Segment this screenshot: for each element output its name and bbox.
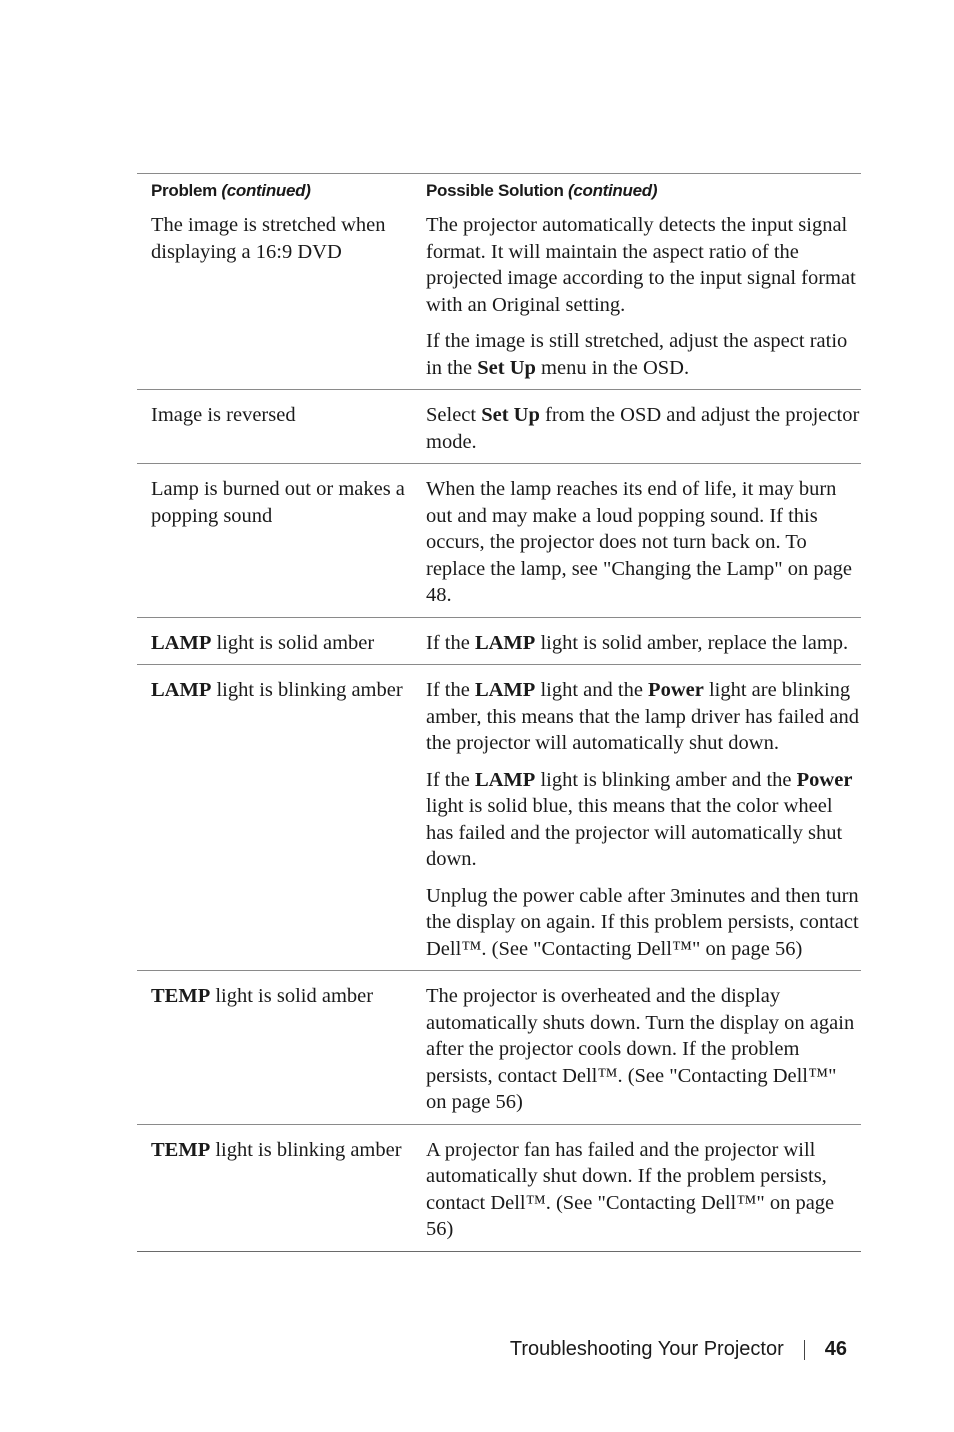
problem-cell: LAMP light is solid amber — [151, 631, 375, 654]
table-row — [137, 389, 861, 463]
problem-cell: TEMP light is blinking amber — [151, 1138, 402, 1161]
table-row — [137, 970, 861, 1124]
header-problem: Problem (continued) — [151, 181, 311, 200]
problem-cell: Lamp is burned out or makes a popping sound — [151, 478, 405, 527]
solution-cell — [426, 677, 861, 962]
header-solution: Possible Solution (continued) — [426, 181, 658, 200]
table-row — [137, 664, 861, 970]
table-row — [137, 463, 861, 617]
troubleshooting-table — [137, 173, 861, 1252]
solution-cell — [426, 983, 861, 1116]
footer-section-title: Troubleshooting Your Projector — [509, 1338, 784, 1360]
page-number: 46 — [824, 1338, 847, 1360]
solution-cell — [426, 630, 861, 657]
solution-paragraph: Unplug the power cable after 3minutes and then turn the display on again. If this problem persists, contact Dell™. (See "Contacting Dell™" on page 56) — [426, 884, 859, 960]
solution-paragraph: When the lamp reaches its end of life, it may burn out and may make a loud popping sound. If this occurs, the projector does not turn back on. To replace the lamp, see "Changing the Lamp" on page 48. — [426, 478, 853, 606]
problem-cell: The image is stretched when displaying a 16:9 DVD — [151, 214, 386, 263]
table-row — [137, 617, 861, 665]
solution-paragraph: The projector is overheated and the display automatically shuts down. Turn the display on again after the projector cools down. If the problem persists, contact Dell™. (See "Contacting Dell™" on page 56) — [426, 985, 855, 1113]
solution-paragraph: If the image is still stretched, adjust the aspect ratio in the Set Up menu in the OSD. — [426, 330, 848, 379]
problem-cell: Image is reversed — [151, 404, 296, 426]
solution-cell — [426, 212, 861, 381]
solution-paragraph: The projector automatically detects the input signal format. It will maintain the aspect ratio of the projected image according to the input signal format with an Original setting. — [426, 214, 856, 316]
table-bottom-rule — [137, 1251, 861, 1252]
problem-cell: TEMP light is solid amber — [151, 985, 374, 1007]
solution-paragraph: If the LAMP light and the Power light are blinking amber, this means that the lamp driver has failed and the projector will automatically shut down. — [426, 679, 859, 754]
solution-cell — [426, 476, 861, 609]
page-footer — [510, 1338, 847, 1361]
solution-paragraph: A projector fan has failed and the projector will automatically shut down. If the problem persists, contact Dell™. (See "Contacting Dell™" on page 56) — [426, 1138, 835, 1240]
problem-cell: LAMP light is blinking amber — [151, 679, 403, 701]
solution-paragraph: If the LAMP light is blinking amber and the Power light is solid blue, this means that the color wheel has failed and the projector will automatically shut down. — [426, 768, 853, 870]
solution-paragraph: Select Set Up from the OSD and adjust the projector mode. — [426, 404, 860, 453]
table-row — [137, 1124, 861, 1251]
solution-cell — [426, 402, 861, 455]
table-header — [137, 173, 861, 208]
solution-cell — [426, 1137, 861, 1243]
footer-divider — [804, 1340, 805, 1360]
solution-paragraph: If the LAMP light is solid amber, replace the lamp. — [426, 631, 849, 654]
table-row — [137, 208, 861, 389]
